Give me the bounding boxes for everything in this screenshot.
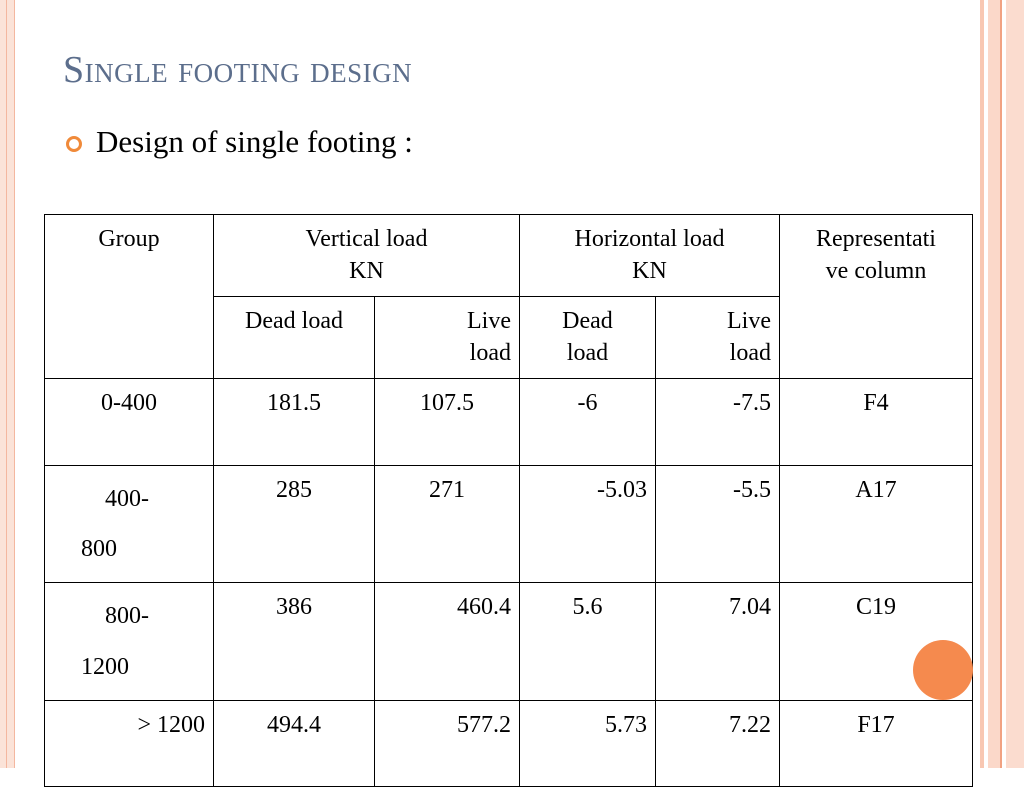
header-group: Group xyxy=(45,215,214,379)
subheader-horizontal-dead: Dead load xyxy=(520,296,656,378)
cell-group: 400- 800 xyxy=(45,465,214,583)
cell-horizontal-live: -5.5 xyxy=(656,465,780,583)
cell-horizontal-dead: 5.73 xyxy=(520,701,656,787)
subheader-vertical-dead: Dead load xyxy=(214,296,375,378)
header-representative-column: Representati ve column xyxy=(780,215,973,379)
cell-representative: A17 xyxy=(780,465,973,583)
cell-vertical-dead: 181.5 xyxy=(214,378,375,465)
table-row xyxy=(45,583,973,701)
cell-horizontal-live: 7.04 xyxy=(656,583,780,701)
bullet-circle-icon xyxy=(66,136,82,152)
cell-horizontal-dead: -6 xyxy=(520,378,656,465)
bullet-text: Design of single footing : xyxy=(96,124,413,159)
right-decoration xyxy=(980,0,1024,768)
cell-group: > 1200 xyxy=(45,701,214,787)
table-row xyxy=(45,465,973,583)
cell-horizontal-live: 7.22 xyxy=(656,701,780,787)
cell-representative: F4 xyxy=(780,378,973,465)
cell-horizontal-live: -7.5 xyxy=(656,378,780,465)
slide-title: Single footing design xyxy=(63,49,413,91)
cell-group: 800- 1200 xyxy=(45,583,214,701)
cell-vertical-live: 271 xyxy=(375,465,520,583)
cell-representative: F17 xyxy=(780,701,973,787)
subheader-horizontal-live: Live load xyxy=(656,296,780,378)
header-row xyxy=(45,215,973,297)
cell-group: 0-400 xyxy=(45,378,214,465)
table-row xyxy=(45,378,973,465)
accent-circle xyxy=(913,640,973,700)
header-vertical-load: Vertical load KN xyxy=(214,215,520,297)
cell-horizontal-dead: 5.6 xyxy=(520,583,656,701)
cell-vertical-dead: 494.4 xyxy=(214,701,375,787)
subheader-vertical-live: Live load xyxy=(375,296,520,378)
cell-vertical-dead: 285 xyxy=(214,465,375,583)
cell-vertical-live: 460.4 xyxy=(375,583,520,701)
cell-vertical-dead: 386 xyxy=(214,583,375,701)
table-row xyxy=(45,701,973,787)
cell-representative: C19 xyxy=(780,583,973,701)
cell-vertical-live: 577.2 xyxy=(375,701,520,787)
cell-vertical-live: 107.5 xyxy=(375,378,520,465)
cell-horizontal-dead: -5.03 xyxy=(520,465,656,583)
left-decoration xyxy=(0,0,15,768)
header-horizontal-load: Horizontal load KN xyxy=(520,215,780,297)
bullet-item xyxy=(66,124,413,160)
footing-table xyxy=(44,214,973,787)
